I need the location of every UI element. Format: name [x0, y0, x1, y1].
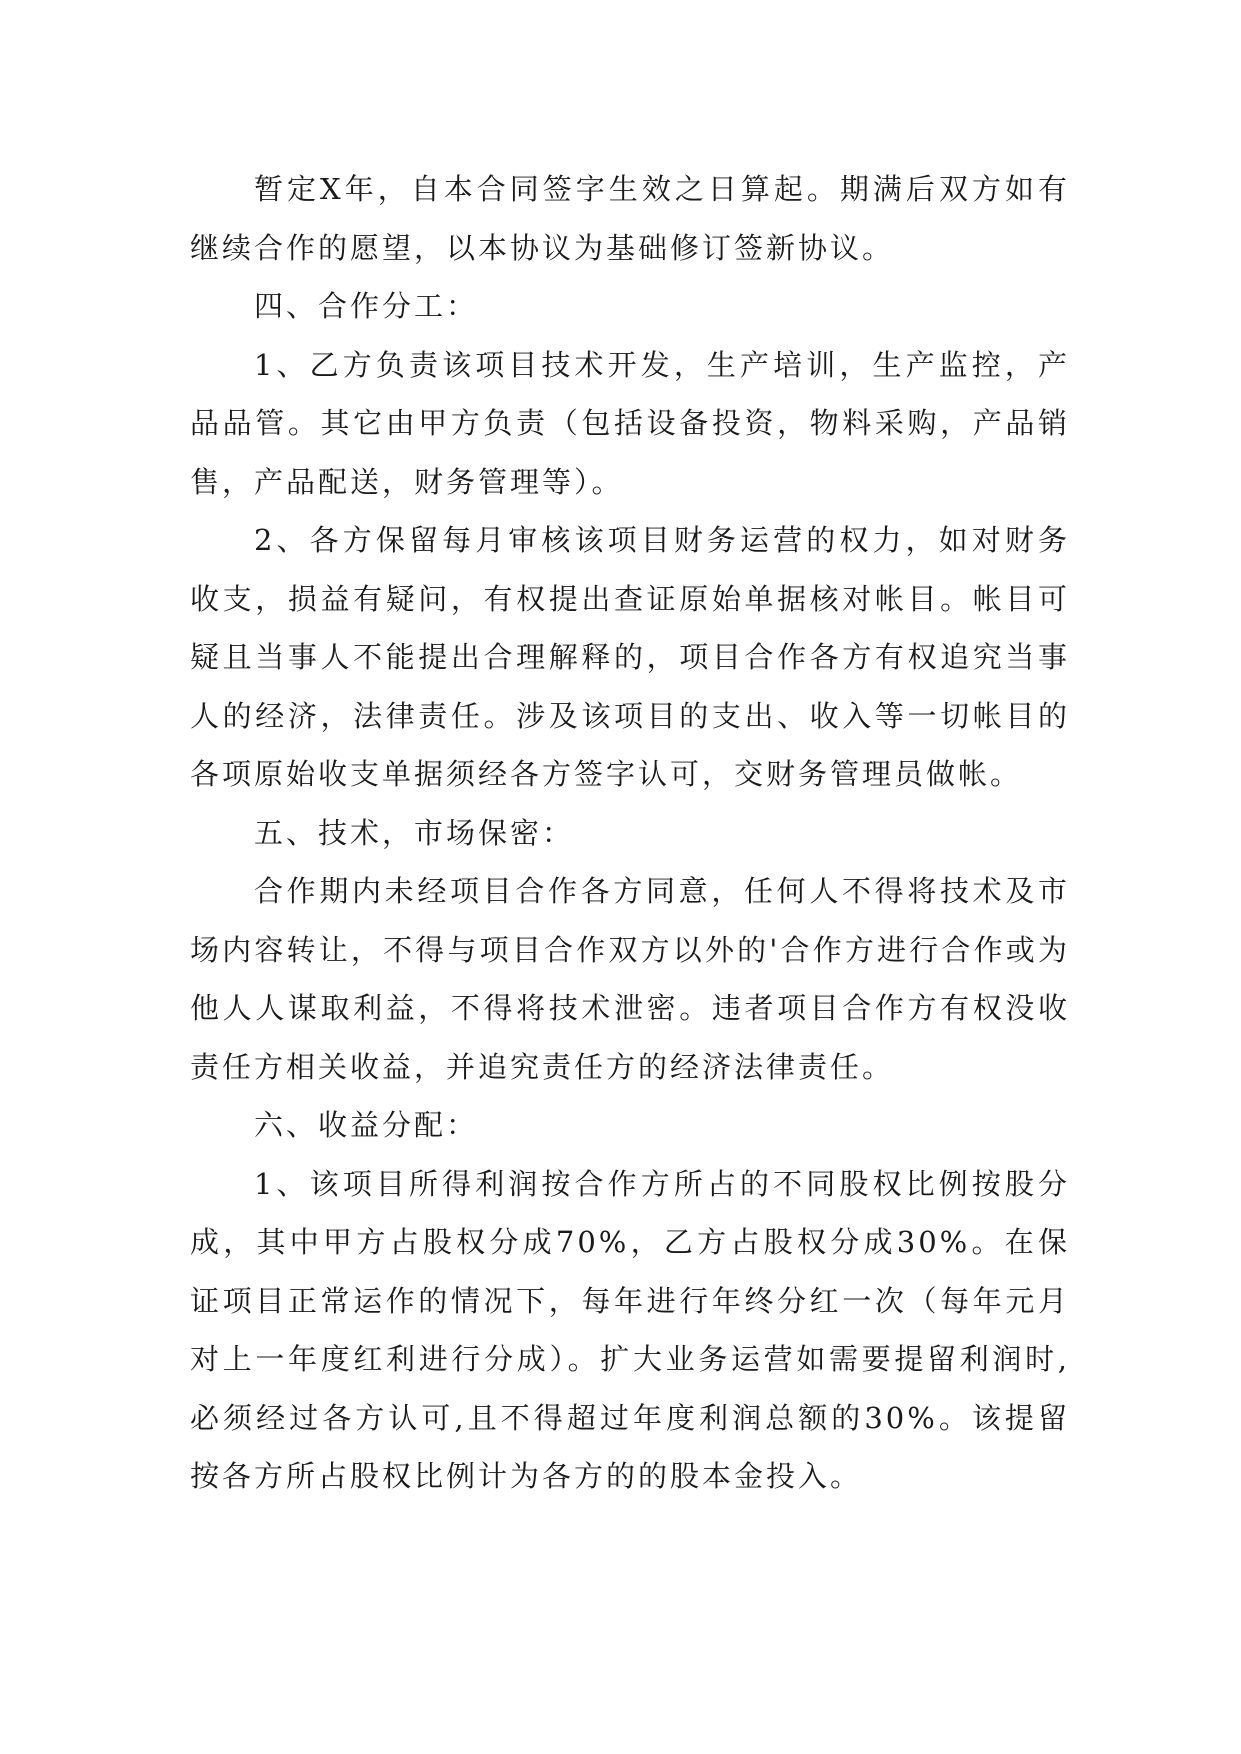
paragraph-confidentiality: 合作期内未经项目合作各方同意，任何人不得将技术及市场内容转让，不得与项目合作双方以外的'合作方进行合作或为他人人谋取利益，不得将技术泄密。违者项目合作方有权没收责任方相关收益，并追究责任方的经济法律责任。 [190, 874, 1070, 1084]
paragraph-division-1: 1、乙方负责该项目技术开发，生产培训，生产监控，产品品管。其它由甲方负责（包括设备投资，物料采购，产品销售，产品配送，财务管理等）。 [190, 347, 1070, 499]
document-body [190, 160, 1070, 1506]
paragraph-profit-1: 1、该项目所得利润按合作方所占的不同股权比例按股分成，其中甲方占股权分成70%，乙方占股权分成30%。在保证项目正常运作的情况下，每年进行年终分红一次（每年元月对上一年度红利进行分成）。扩大业务运营如需要提留利润时,必须经过各方认可,且不得超过年度利润总额的30%。该提留按各方所占股权比例计为各方的的股本金投入。 [190, 1166, 1070, 1493]
heading-profit-distribution: 六、收益分配： [254, 1108, 479, 1142]
paragraph-term: 暂定X年，自本合同签字生效之日算起。期满后双方如有继续合作的愿望，以本协议为基础修订签新协议。 [190, 172, 1070, 265]
heading-cooperation-division: 四、合作分工： [254, 289, 479, 323]
heading-confidentiality: 五、技术，市场保密： [254, 815, 575, 850]
paragraph-division-2: 2、各方保留每月审核该项目财务运营的权力，如对财务收支，损益有疑问，有权提出查证原始单据核对帐目。帐目可疑且当事人不能提出合理解释的，项目合作各方有权追究当事人的经济，法律责任。涉及该项目的支出、收入等一切帐目的各项原始收支单据须经各方签字认可，交财务管理员做帐。 [190, 523, 1070, 791]
